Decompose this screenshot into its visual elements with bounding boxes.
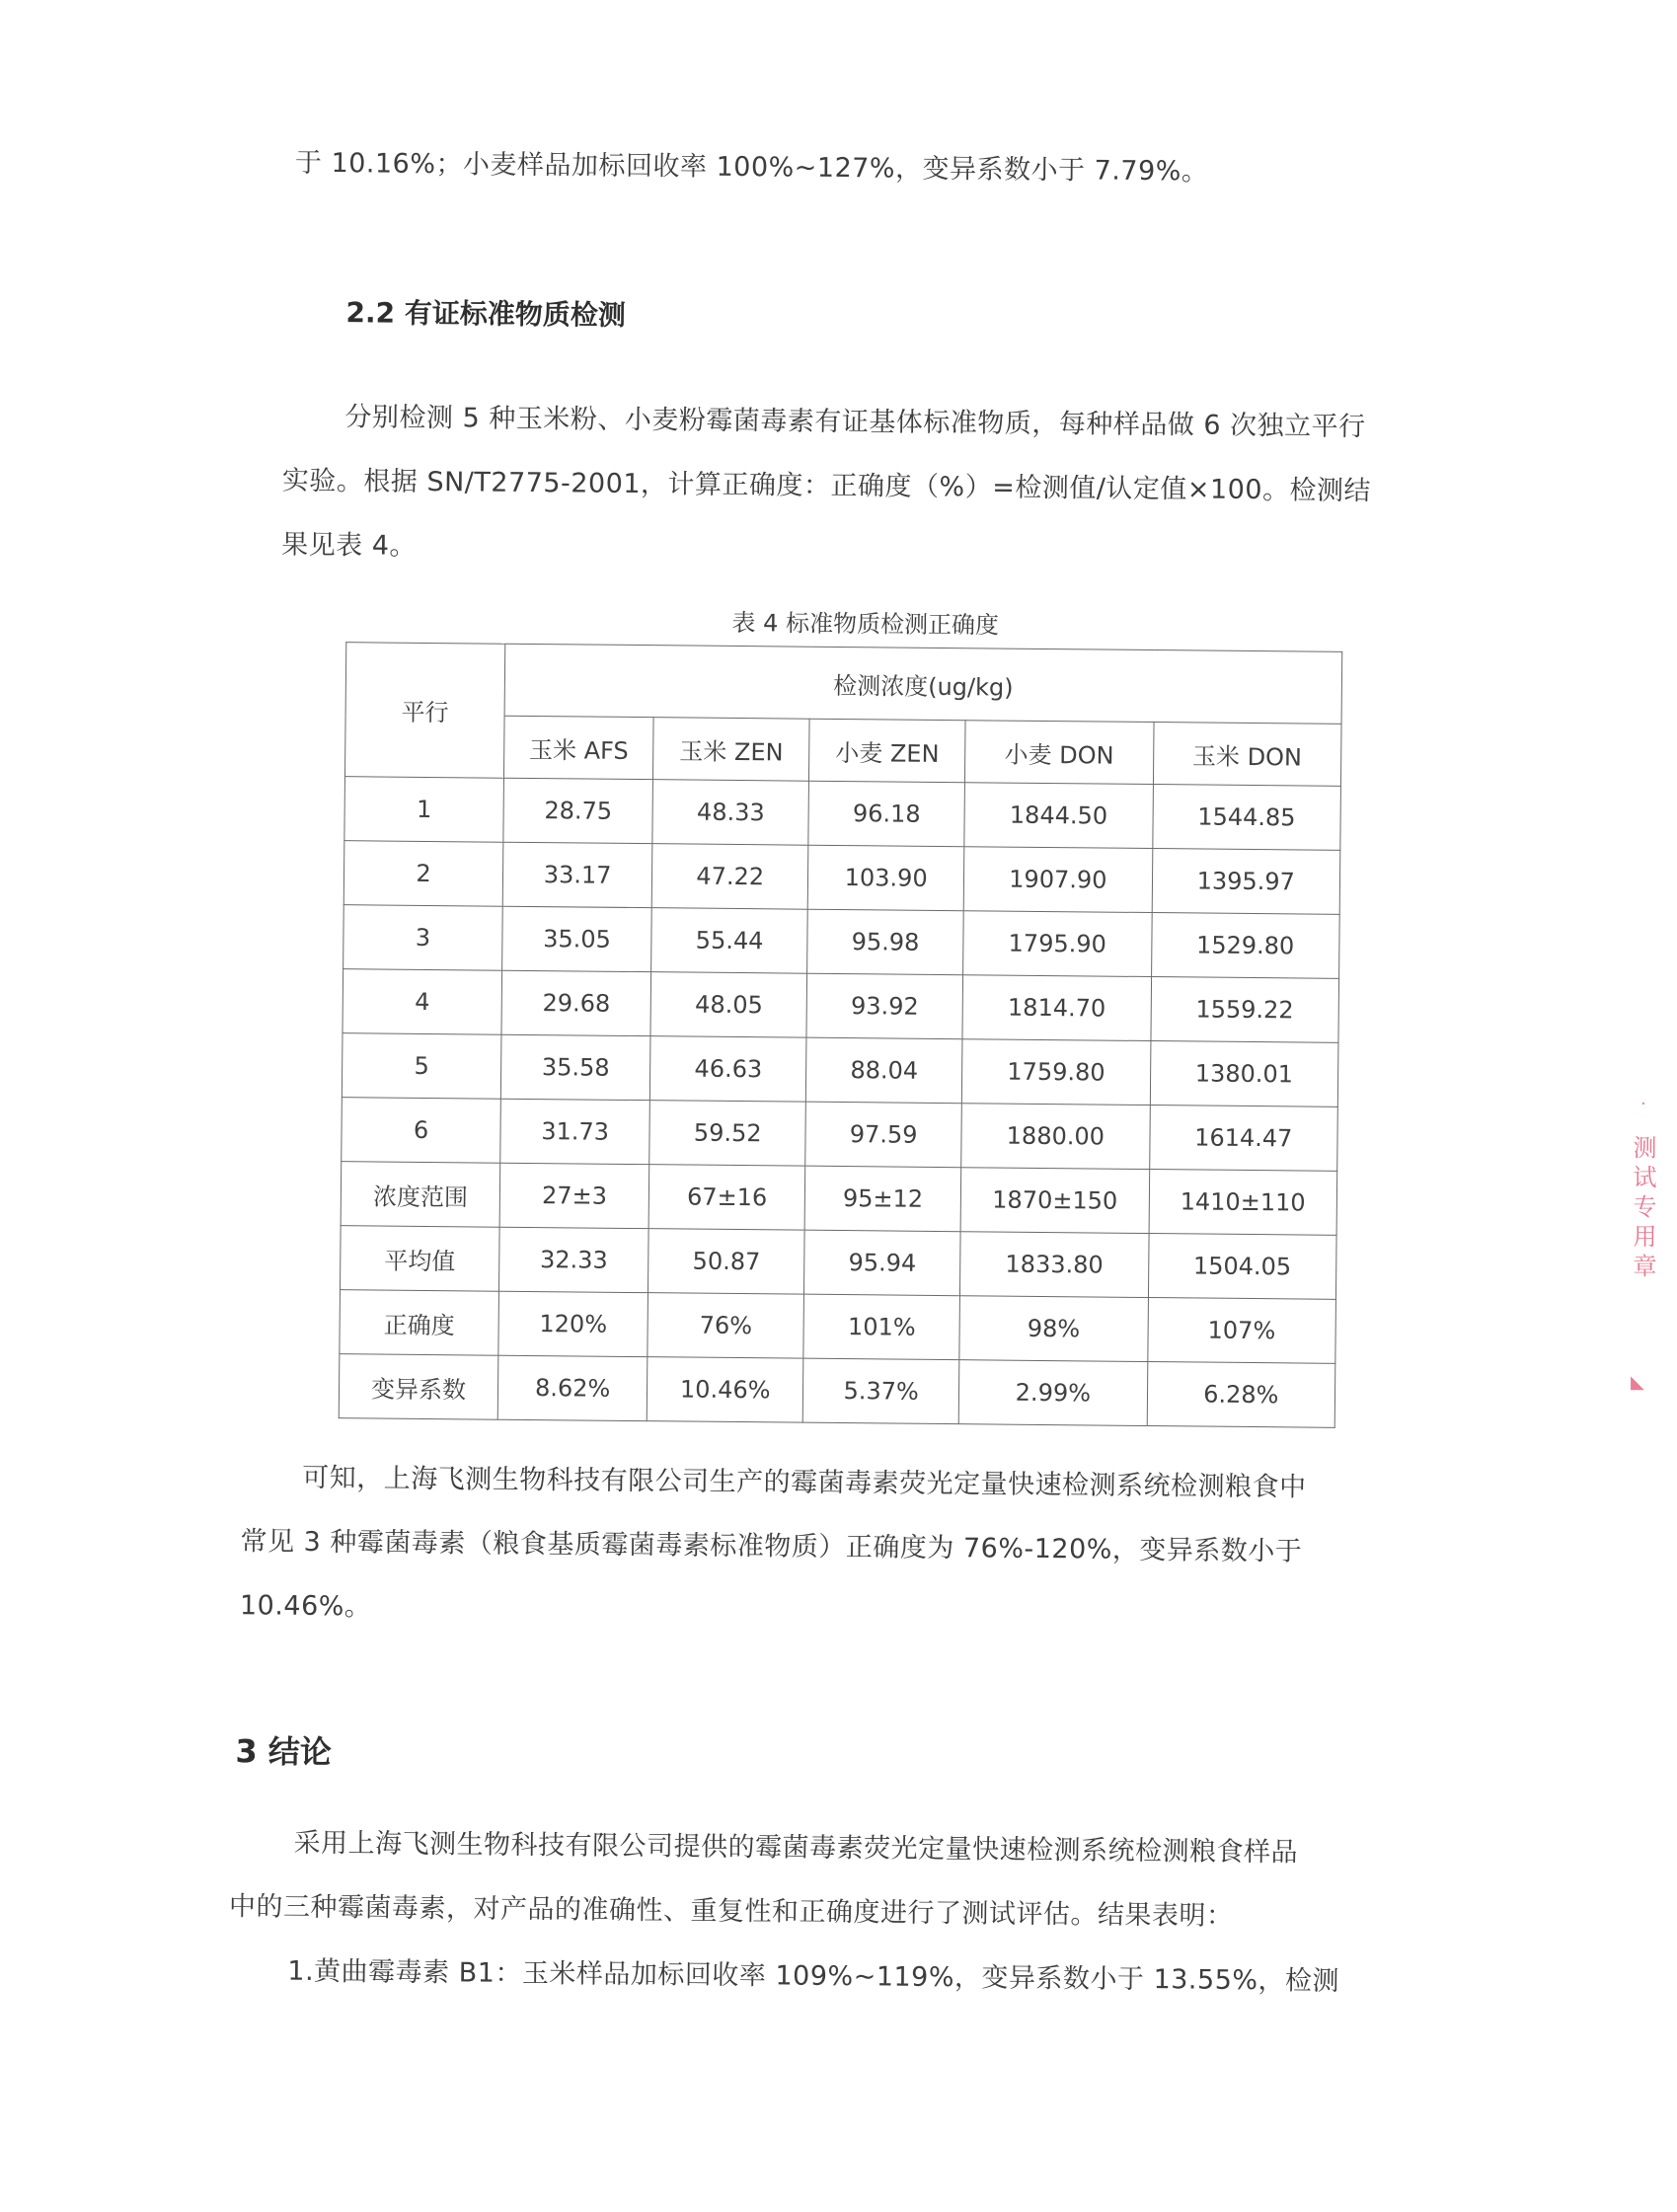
row-header-label: 平行 xyxy=(344,643,504,779)
table-row xyxy=(343,905,1340,979)
table-cell: 107% xyxy=(1147,1298,1335,1364)
table-cell: 35.58 xyxy=(500,1034,650,1100)
table-cell: 1410±110 xyxy=(1149,1170,1337,1236)
group-header: 检测浓度(ug/kg) xyxy=(504,644,1342,724)
table-row xyxy=(339,1354,1335,1428)
table-cell: 1795.90 xyxy=(963,911,1152,977)
table-cell: 98% xyxy=(959,1296,1148,1362)
table-cell: 27±3 xyxy=(499,1163,649,1228)
stamp-fragment-icon: ◣ xyxy=(1631,1372,1644,1393)
table-cell: 6.28% xyxy=(1147,1362,1335,1428)
table-row xyxy=(343,841,1340,915)
table-cell: 120% xyxy=(498,1291,648,1356)
table-cell: 1504.05 xyxy=(1148,1234,1336,1300)
row-label: 正确度 xyxy=(340,1290,499,1356)
table-cell: 1759.80 xyxy=(961,1039,1150,1106)
table-cell: 95.94 xyxy=(804,1230,961,1296)
table-cell: 1529.80 xyxy=(1151,913,1339,979)
table-cell: 48.05 xyxy=(650,972,807,1038)
paragraph-line: 中的三种霉菌毒素，对产品的准确性、重复性和正确度进行了测试评估。结果表明： xyxy=(228,1891,1234,1932)
table-cell: 1870±150 xyxy=(960,1168,1149,1234)
table-caption: 表 4 标准物质检测正确度 xyxy=(731,608,1000,640)
table-cell: 1833.80 xyxy=(960,1232,1149,1298)
section-heading-3: 3 结论 xyxy=(235,1732,333,1772)
table-cell: 1614.47 xyxy=(1149,1106,1337,1172)
table-row xyxy=(342,1098,1338,1172)
row-label: 6 xyxy=(342,1098,501,1164)
table-row xyxy=(342,1033,1338,1107)
table-row xyxy=(340,1290,1336,1364)
table-cell: 1907.90 xyxy=(963,847,1152,913)
table-cell: 93.92 xyxy=(806,973,963,1039)
table-cell: 1544.85 xyxy=(1152,785,1340,851)
table-cell: 32.33 xyxy=(498,1227,648,1292)
paragraph-line: 分别检测 5 种玉米粉、小麦粉霉菌毒素有证基体标准物质，每种样品做 6 次独立平行 xyxy=(344,402,1366,443)
column-header: 玉米 ZEN xyxy=(653,718,810,782)
table-row xyxy=(340,1226,1336,1300)
conclusion-line: 常见 3 种霉菌毒素（粮食基质霉菌毒素标准物质）正确度为 76%-120%，变异系数小于 xyxy=(240,1526,1303,1567)
table-row xyxy=(344,777,1341,851)
table-cell: 2.99% xyxy=(958,1360,1147,1426)
table-cell: 59.52 xyxy=(649,1101,806,1167)
column-header: 玉米 DON xyxy=(1153,723,1341,787)
table-row xyxy=(341,1162,1337,1236)
row-label: 浓度范围 xyxy=(341,1162,500,1228)
table-cell: 103.90 xyxy=(807,845,964,911)
row-label: 4 xyxy=(343,969,502,1035)
table-cell: 55.44 xyxy=(651,908,808,974)
table-cell: 1880.00 xyxy=(961,1104,1150,1170)
paragraph-line: 实验。根据 SN/T2775-2001，计算正确度：正确度（%）=检测值/认定值×100。检测结 xyxy=(281,465,1372,507)
table-cell: 1559.22 xyxy=(1150,977,1338,1043)
table-cell: 10.46% xyxy=(647,1357,803,1423)
table-cell: 28.75 xyxy=(503,778,653,843)
row-label: 平均值 xyxy=(340,1226,499,1292)
table-cell: 95±12 xyxy=(804,1166,961,1232)
section-heading-2-2: 2.2 有证标准物质检测 xyxy=(345,296,627,332)
table-cell: 95.98 xyxy=(807,909,964,975)
paragraph-line: 果见表 4。 xyxy=(281,529,418,562)
accuracy-table xyxy=(339,642,1343,1428)
table-cell: 76% xyxy=(648,1293,804,1359)
stamp-fragment-icon: · xyxy=(1640,1094,1646,1114)
conclusion-line: 可知，上海飞测生物科技有限公司生产的霉菌毒素荧光定量快速检测系统检测粮食中 xyxy=(302,1462,1307,1503)
previous-paragraph-tail: 于 10.16%；小麦样品加标回收率 100%~127%，变异系数小于 7.79%。 xyxy=(294,147,1209,188)
table-cell: 97.59 xyxy=(805,1102,962,1168)
column-header: 小麦 DON xyxy=(965,721,1154,785)
table-cell: 48.33 xyxy=(652,780,809,846)
table-cell: 46.63 xyxy=(650,1036,807,1103)
table-cell: 33.17 xyxy=(502,842,652,907)
table-cell: 67±16 xyxy=(648,1165,805,1231)
table-cell: 88.04 xyxy=(806,1037,963,1104)
row-label: 变异系数 xyxy=(339,1354,498,1420)
table-cell: 96.18 xyxy=(808,781,965,847)
table-cell: 1814.70 xyxy=(962,975,1151,1041)
column-header: 玉米 AFS xyxy=(503,716,653,779)
red-seal-stamp: 测试专用章 xyxy=(1629,1135,1656,1283)
row-label: 2 xyxy=(343,841,503,907)
table-row xyxy=(343,969,1339,1043)
column-header: 小麦 ZEN xyxy=(809,719,966,783)
paragraph-line: 1.黄曲霉毒素 B1：玉米样品加标回收率 109%~119%，变异系数小于 13.55%，检测 xyxy=(287,1955,1340,1997)
table-cell: 1844.50 xyxy=(964,783,1153,849)
table-cell: 35.05 xyxy=(502,906,652,971)
row-label: 1 xyxy=(344,777,504,843)
table-cell: 29.68 xyxy=(501,970,651,1035)
table-cell: 31.73 xyxy=(500,1099,650,1164)
table-cell: 1380.01 xyxy=(1150,1041,1338,1107)
table-cell: 1395.97 xyxy=(1152,849,1340,915)
table-cell: 101% xyxy=(803,1294,960,1360)
table-cell: 47.22 xyxy=(651,844,808,910)
row-label: 5 xyxy=(342,1033,501,1100)
table-cell: 8.62% xyxy=(497,1355,648,1420)
table-cell: 5.37% xyxy=(802,1358,959,1424)
table-cell: 50.87 xyxy=(648,1229,805,1295)
row-label: 3 xyxy=(343,905,503,971)
paragraph-line: 采用上海飞测生物科技有限公司提供的霉菌毒素荧光定量快速检测系统检测粮食样品 xyxy=(293,1827,1299,1869)
conclusion-line: 10.46%。 xyxy=(239,1590,372,1623)
